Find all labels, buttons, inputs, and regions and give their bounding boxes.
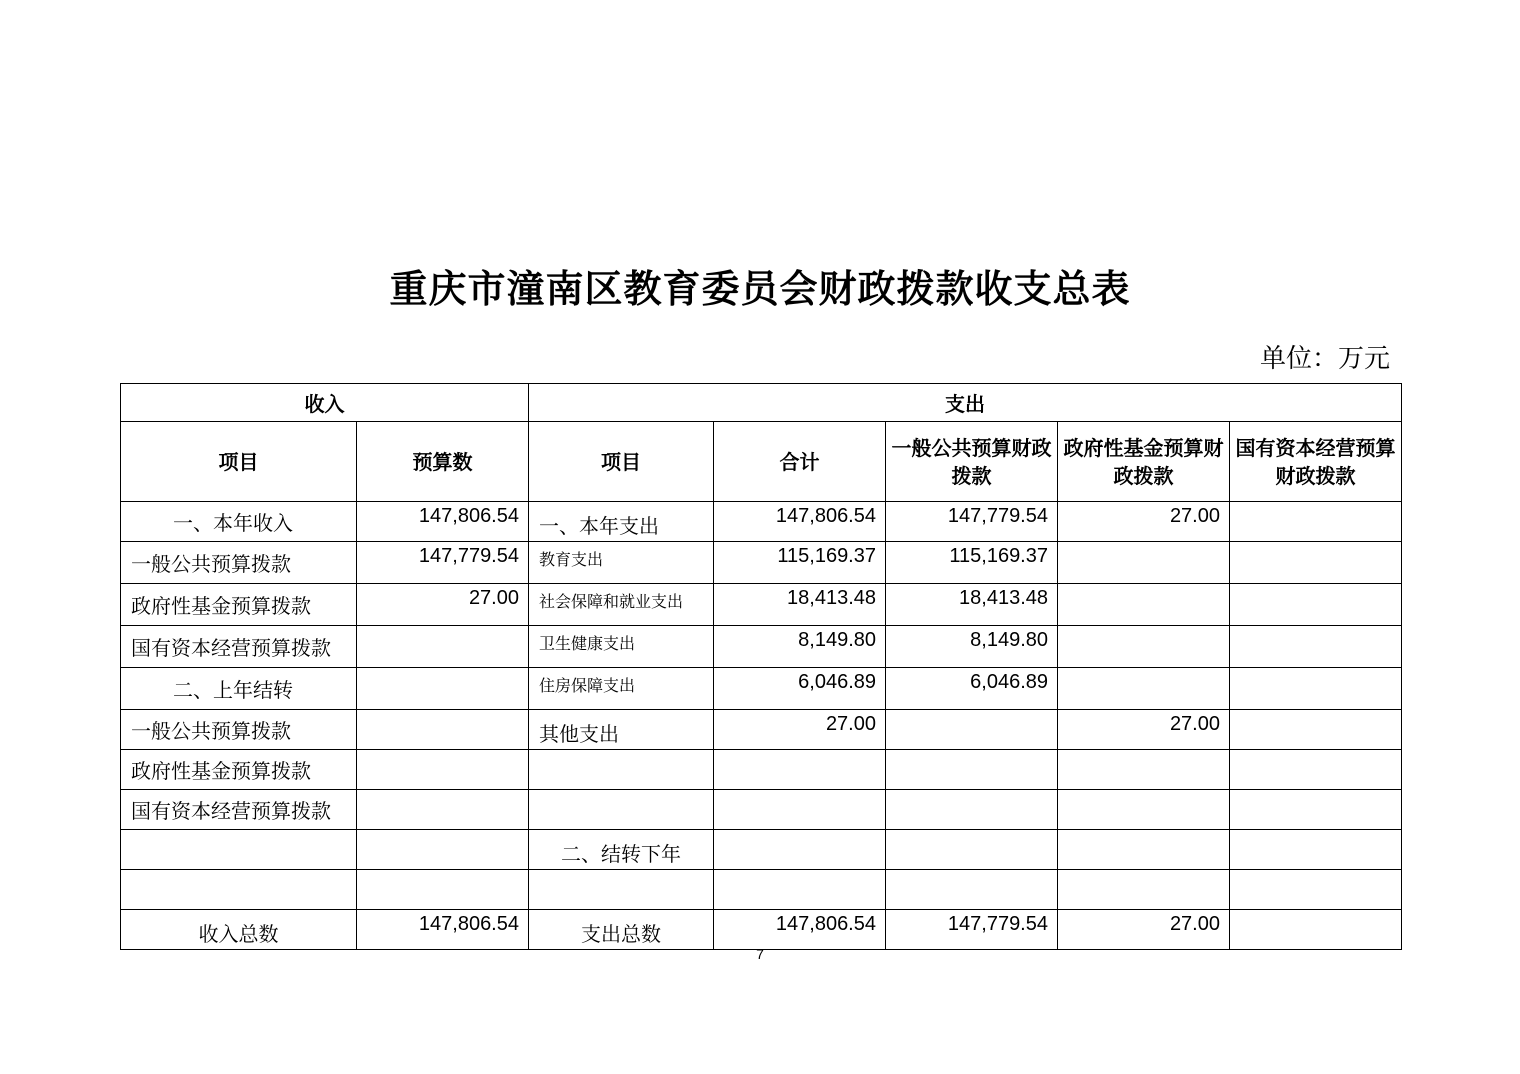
income-value [357,668,529,710]
general-value [886,710,1058,750]
expense-item [529,750,714,790]
total-value: 8,149.80 [714,626,886,668]
fund-value [1058,790,1230,830]
header-row-sections [121,384,1402,422]
income-total-value: 147,806.54 [357,910,529,950]
expense-item: 一、本年支出 [529,502,714,542]
expense-item [529,790,714,830]
expense-item-header: 项目 [529,422,714,502]
general-value: 6,046.89 [886,668,1058,710]
total-value [714,750,886,790]
finance-table [120,383,1402,950]
general-budget-header: 一般公共预算财政拨款 [886,422,1058,502]
capital-value [1230,542,1402,584]
totals-row [121,910,1402,950]
table-row [121,790,1402,830]
fund-value: 27.00 [1058,710,1230,750]
capital-value [1230,626,1402,668]
income-item [121,830,357,870]
table-row [121,830,1402,870]
income-item: 国有资本经营预算拨款 [121,790,357,830]
income-item [121,870,357,910]
income-header: 收入 [121,384,529,422]
expense-item: 教育支出 [529,542,714,584]
total-value [714,830,886,870]
capital-value [1230,870,1402,910]
income-value [357,710,529,750]
expense-item: 卫生健康支出 [529,626,714,668]
capital-value [1230,830,1402,870]
income-item: 一、本年收入 [121,502,357,542]
total-value: 147,806.54 [714,502,886,542]
table-row [121,668,1402,710]
fund-value: 27.00 [1058,502,1230,542]
income-value: 27.00 [357,584,529,626]
table-row [121,542,1402,584]
expense-item: 其他支出 [529,710,714,750]
page-number: 7 [756,946,764,962]
income-item: 一般公共预算拨款 [121,710,357,750]
expense-item: 社会保障和就业支出 [529,584,714,626]
income-value: 147,806.54 [357,502,529,542]
fund-value [1058,668,1230,710]
general-value [886,830,1058,870]
income-value [357,750,529,790]
capital-value [1230,502,1402,542]
general-value: 18,413.48 [886,584,1058,626]
state-capital-header: 国有资本经营预算财政拨款 [1230,422,1402,502]
expense-item: 住房保障支出 [529,668,714,710]
income-item: 一般公共预算拨款 [121,542,357,584]
general-value: 115,169.37 [886,542,1058,584]
fund-value: 27.00 [1058,910,1230,950]
income-item: 政府性基金预算拨款 [121,584,357,626]
general-value [886,790,1058,830]
income-value [357,870,529,910]
total-value: 18,413.48 [714,584,886,626]
table-row [121,710,1402,750]
table-row [121,626,1402,668]
expense-total-label: 支出总数 [529,910,714,950]
table-row [121,870,1402,910]
general-value [886,750,1058,790]
unit-label: 单位：万元 [1259,344,1390,374]
capital-value [1230,750,1402,790]
capital-value [1230,584,1402,626]
capital-value [1230,790,1402,830]
general-value: 147,779.54 [886,502,1058,542]
income-item: 国有资本经营预算拨款 [121,626,357,668]
table-row [121,584,1402,626]
expense-item: 二、结转下年 [529,830,714,870]
income-total-label: 收入总数 [121,910,357,950]
capital-value [1230,668,1402,710]
fund-value [1058,870,1230,910]
fund-value [1058,542,1230,584]
total-value: 115,169.37 [714,542,886,584]
fund-value [1058,584,1230,626]
fund-value [1058,830,1230,870]
total-value: 6,046.89 [714,668,886,710]
income-item-header: 项目 [121,422,357,502]
expense-header: 支出 [529,384,1402,422]
fund-value [1058,750,1230,790]
general-value: 147,779.54 [886,910,1058,950]
income-item: 二、上年结转 [121,668,357,710]
total-value [714,870,886,910]
gov-fund-header: 政府性基金预算财政拨款 [1058,422,1230,502]
income-value [357,790,529,830]
total-value: 27.00 [714,710,886,750]
income-value: 147,779.54 [357,542,529,584]
income-item: 政府性基金预算拨款 [121,750,357,790]
capital-value [1230,710,1402,750]
income-budget-header: 预算数 [357,422,529,502]
fund-value [1058,626,1230,668]
income-value [357,626,529,668]
page-title: 重庆市潼南区教育委员会财政拨款收支总表 [389,266,1131,311]
expense-item [529,870,714,910]
total-value [714,790,886,830]
total-header: 合计 [714,422,886,502]
capital-value [1230,910,1402,950]
table-row [121,750,1402,790]
total-value: 147,806.54 [714,910,886,950]
header-row-columns [121,422,1402,502]
general-value: 8,149.80 [886,626,1058,668]
table-row [121,502,1402,542]
general-value [886,870,1058,910]
income-value [357,830,529,870]
